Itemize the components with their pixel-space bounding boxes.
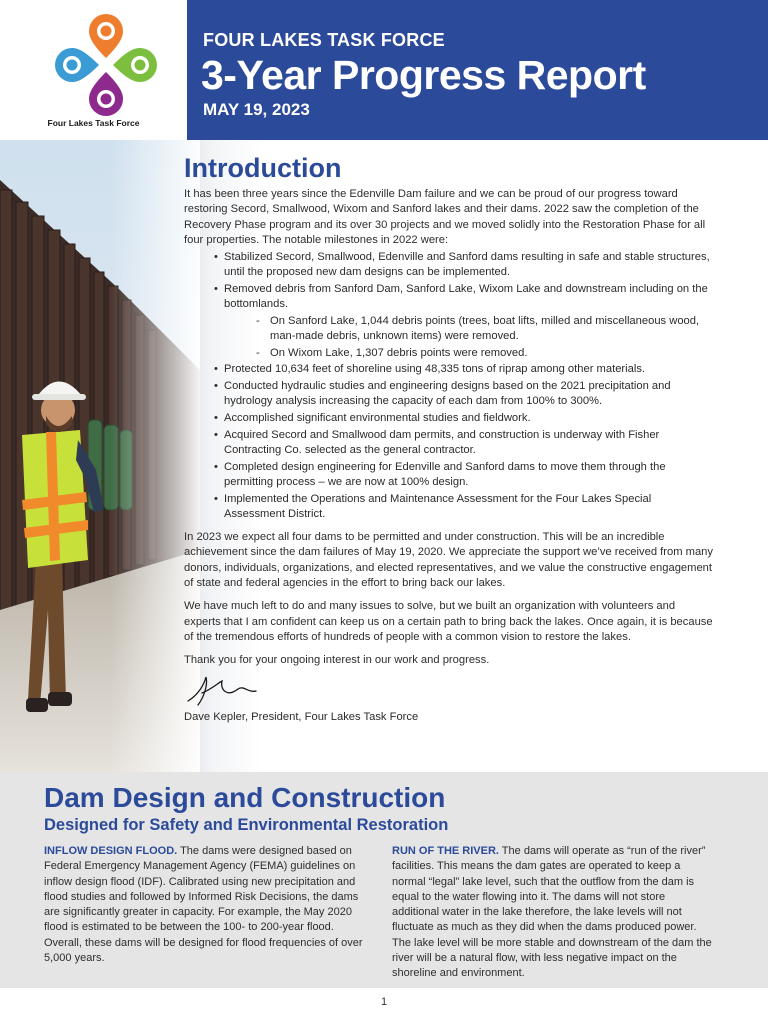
logo-caption: Four Lakes Task Force — [47, 118, 140, 128]
intro-paragraph-1: It has been three years since the Edenville Dam failure and we can be proud of our progress toward restoring Secord, Smallwood, Wixom and Sanford lakes and their dams. 2022 saw the completion of the Recovery Phase program and its over 30 projects and we moved solidly into the Restoration Phase for all four properties. The notable milestones in 2022 were: — [184, 188, 706, 246]
list-item-text: Removed debris from Sanford Dam, Sanford Lake, Wixom Lake and downstream including on the bottomlands. — [224, 282, 708, 310]
handwritten-signature — [184, 671, 274, 709]
inflow-design-flood-text: The dams were designed based on Federal Emergency Management Agency (FEMA) guidelines on inflow design flood (IDF). Calibrated using new precipitation and flood studies and followed by Informed Risk Decisions, the dams are significantly greater in capacity. For example, the May 2020 flood is estimated to be between the 100- to 200-year flood. Overall, these dams will be designed for flood frequencies of over 5,000 years. — [44, 845, 363, 965]
list-item: • Stabilized Secord, Smallwood, Edenville and Sanford dams resulting in safe and stable structures, until the proposed new dam designs can be implemented. — [214, 250, 714, 281]
list-item: • Accomplished significant environmental studies and fieldwork. — [214, 411, 714, 426]
dam-design-heading: Dam Design and Construction — [44, 782, 446, 813]
dam-design-subheading: Designed for Safety and Environmental Restoration — [44, 816, 449, 834]
logo-petal-green — [113, 48, 157, 82]
organization-name: FOUR LAKES TASK FORCE — [203, 30, 445, 50]
sublist-item: - On Sanford Lake, 1,044 debris points (trees, boat lifts, milled and miscellaneous wood, man-made debris, unknown items) were removed. — [256, 314, 714, 345]
dam-worker-photo — [0, 140, 200, 772]
inflow-design-flood-lead: INFLOW DESIGN FLOOD. — [44, 845, 178, 857]
logo-petal-orange — [89, 14, 123, 58]
debris-sublist — [256, 314, 714, 361]
sublist-item: - On Wixom Lake, 1,307 debris points were removed. — [256, 346, 714, 361]
report-title: 3-Year Progress Report — [201, 52, 646, 98]
intro-paragraph-2: In 2023 we expect all four dams to be permitted and under construction. This will be an incredible achievement since the dam failures of May 19, 2020. We appreciate the support we’ve received from many donors, individuals, organizations, and elected representatives, and we value the constructive engagement of state and federal agencies in the effort to bring back our lakes. — [184, 531, 713, 590]
introduction-heading: Introduction — [184, 153, 342, 183]
logo-petal-purple — [89, 72, 123, 116]
introduction-text — [184, 152, 714, 725]
run-of-river-text: The dams will operate as “run of the river” facilities. This means the dam gates are operated to keep a normal “legal” lake level, such that the outflow from the dam is equal to the water flowing into it. The dams will not store additional water in the lake therefore, the lake levels will not fluctuate as much as they did when the dams produced power. The lake level will be more stable and downstream of the dam the river will be a natural flow, with less negative impact on the shoreline and environment. — [392, 845, 712, 980]
page-number: 1 — [380, 996, 388, 1008]
list-item: • Implemented the Operations and Maintenance Assessment for the Four Lakes Special Assessment District. — [214, 492, 714, 523]
list-item — [214, 282, 714, 361]
four-lakes-logo — [0, 0, 187, 120]
inflow-design-flood-paragraph — [44, 844, 364, 966]
list-item: • Conducted hydraulic studies and engineering designs based on the 2021 precipitation and hydrology analysis increasing the capacity of each dam from 100% to 300%. — [214, 379, 714, 410]
run-of-river-paragraph — [392, 844, 712, 982]
dam-design-section — [0, 772, 768, 988]
signoff: Dave Kepler, President, Four Lakes Task Force — [184, 710, 419, 723]
intro-paragraph-3: We have much left to do and many issues to solve, but we built an organization with volunteers and experts that I am confident can keep us on a certain path to bring back the lakes. Once again, it is because of the tremendous efforts of hundreds of people with a common vision to restore the lakes. — [184, 600, 713, 643]
list-item: • Acquired Secord and Smallwood dam permits, and construction is underway with Fisher Contracting Co. selected as the general contractor. — [214, 428, 714, 459]
introduction-section — [0, 140, 768, 772]
milestones-list — [214, 250, 714, 523]
run-of-river-lead: RUN OF THE RIVER. — [392, 845, 499, 857]
intro-paragraph-4: Thank you for your ongoing interest in our work and progress. — [184, 654, 490, 667]
list-item: • Protected 10,634 feet of shoreline using 48,335 tons of riprap among other materials. — [214, 362, 714, 377]
logo-area — [0, 0, 187, 140]
report-date: MAY 19, 2023 — [203, 100, 310, 119]
header-band — [187, 0, 768, 140]
logo-petal-blue — [55, 48, 99, 82]
list-item: • Completed design engineering for Edenville and Sanford dams to move them through the permitting process – we are now at 100% design. — [214, 460, 714, 491]
